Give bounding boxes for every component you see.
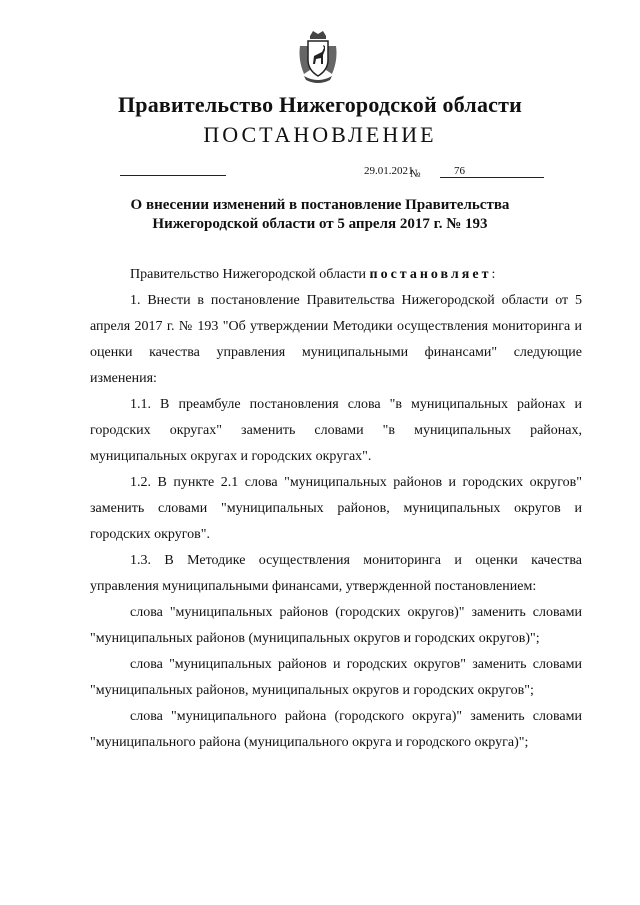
intro-prefix: Правительство Нижегородской области bbox=[130, 267, 370, 282]
signature-blank-line bbox=[120, 175, 226, 176]
document-number-field bbox=[440, 165, 544, 178]
document-type: ПОСТАНОВЛЕНИЕ bbox=[203, 122, 437, 147]
number-sign: № bbox=[410, 168, 421, 180]
wording-change-3: слова "муниципального района (городского округа)" заменить словами "муниципального района (муниципального округа и городского округа)"; bbox=[90, 709, 582, 750]
intro-suffix: : bbox=[491, 267, 496, 282]
paragraph-1: 1. Внести в постановление Правительства Нижегородской области от 5 апреля 2017 г. № 193 "Об утверждении Методики осуществления мониторинга и оценки качества управления муниципальными финансами" следующие изменения: bbox=[90, 293, 582, 386]
document-date: 29.01.2021 bbox=[364, 165, 414, 177]
intro-paragraph bbox=[90, 262, 582, 288]
document-title bbox=[0, 196, 640, 234]
title-line-2: Нижегородской области от 5 апреля 2017 г. № 193 bbox=[152, 216, 488, 232]
wording-change-2: слова "муниципальных районов и городских округов" заменить словами "муниципальных районов, муниципальных округов и городских округов"; bbox=[90, 657, 582, 698]
wording-change-1: слова "муниципальных районов (городских округов)" заменить словами "муниципальных районов (муниципальных округов и городских округов)"; bbox=[90, 605, 582, 646]
paragraph-1-2: 1.2. В пункте 2.1 слова "муниципальных районов и городских округов" заменить словами "муниципальных районов, муниципальных округов и городских округов". bbox=[90, 475, 582, 542]
intro-keyword: постановляет bbox=[369, 267, 492, 282]
coat-of-arms-icon bbox=[296, 30, 340, 84]
title-line-1: О внесении изменений в постановление Правительства bbox=[130, 197, 510, 213]
organization-title: Правительство Нижегородской области bbox=[117, 92, 522, 117]
document-body bbox=[90, 262, 582, 756]
paragraph-1-1: 1.1. В преамбуле постановления слова "в муниципальных районах и городских округах" заменить словами "в муниципальных районах, муниципальных округах и городских округах". bbox=[90, 397, 582, 464]
paragraph-1-3: 1.3. В Методике осуществления мониторинга и оценки качества управления муниципальными финансами, утвержденной постановлением: bbox=[90, 553, 582, 594]
document-number: 76 bbox=[454, 165, 465, 177]
